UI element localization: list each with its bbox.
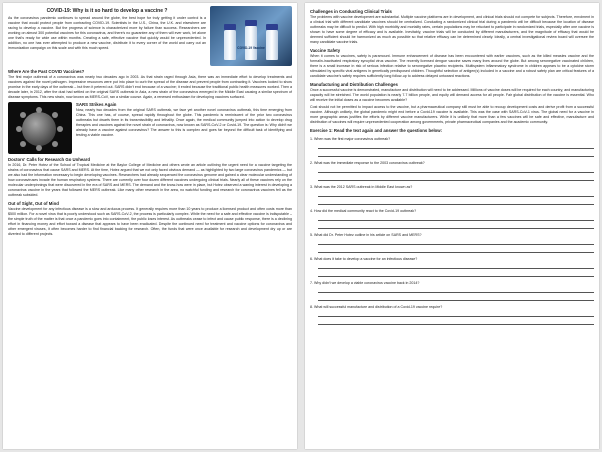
question-text: 3. What was the 2012 SARS outbreak in Middle East known as?	[310, 185, 413, 189]
answer-line[interactable]	[318, 294, 594, 301]
answer-line[interactable]	[318, 246, 594, 253]
answer-line[interactable]	[318, 198, 594, 205]
question-item	[310, 257, 594, 277]
answer-line[interactable]	[318, 174, 594, 181]
section-paragraph: Vaccine development for any infectious disease is a slow and arduous process. It generally requires more than 10 years to produce a licensed product and often costs more than $500 million. For a novel virus that is poorly understood such as SARS-CoV-2, the process is particularly complex. While the need for a safe and effective vaccine is indisputable – the simple truth of the matter is that once a pandemic goes into containment, the public loses interest. As outbreaks cease to infect and cause public response, there is a declining effort in financing money and effort toward a disease that appears to have been eradicated. Despite the continued need for treatment and vaccine options for coronavirus and other emergent viruses, it often becomes harder to find financial backing for research. Often, the funds that were once available for research and development dry up or are diverted to different projects.	[8, 207, 292, 236]
question-item	[310, 137, 594, 157]
worksheet-page-1	[3, 3, 297, 449]
answer-line[interactable]	[318, 214, 594, 221]
section-paragraph: Cost should not be permitted to impact access to the vaccine, but a pharmaceutical company still must be able to recoup development costs and derive profit from a successful vaccine. Although unlikely, the global pandemic might end before a Covid-19 vaccine is available. This was the case with SARS-CoV-1 virus. The global need for a vaccine in more geographic areas justifies the efforts by different vaccine manufacturers. While it is unlikely that more than a few vaccines will be safe and effective, manufacture and distribution of vaccines will require unprecedented cooperation among governments, private pharmaceutical companies and the academic community.	[310, 105, 594, 124]
question-text: 4. How did the medical community react to the Covid-19 outbreak?	[310, 209, 417, 213]
section-heading: Where Are the Past COVID Vaccines?	[8, 69, 85, 74]
answer-line[interactable]	[318, 166, 594, 173]
section-heading: Out of Sight, Out of Mind	[8, 201, 59, 206]
answer-line[interactable]	[318, 270, 594, 277]
sars-block	[8, 102, 292, 154]
answer-line[interactable]	[318, 238, 594, 245]
question-text: 2. What was the immediate response to the 2003 coronavirus outbreak?	[310, 161, 425, 165]
section-heading: Vaccine Safety	[310, 48, 341, 53]
question-text: 7. Why didn't we develop a viable coronavirus vaccine back in 2014?	[310, 281, 420, 285]
answer-line[interactable]	[318, 262, 594, 269]
answer-line[interactable]	[318, 286, 594, 293]
exercise-heading: Exercise 1: Read the text again and answer the questions below:	[310, 128, 443, 133]
vaccine-vials-image	[210, 6, 292, 66]
section-paragraph: The problems with vaccine development are substantial. Multiple vaccine platforms are in development, and clinical trials should not compete for subjects. Therefore, enrolment in a clinical trial with different candidate vaccines should be centralized. Conducting a randomized clinical trial during a pandemic will be difficult because the location of disease outbreaks may be difficult to predict. With high morbidity and mortality rates, certain populations may be reluctant to participate in randomized trials, especially after one vaccine is shown to have some degree of efficacy and is available. Inevitably, vaccine trials will be conducted by different manufacturers, and the magnitude of efficacy that would be deemed sufficient should be harmonized as much as possible so that relative efficacy can be determined clearly. Ideally, a central investigational review board will oversee the many candidate vaccine trials.	[310, 15, 594, 44]
answer-line[interactable]	[318, 142, 594, 149]
section-paragraph: Now, nearly two decades from the original SARS outbreak, we face yet another novel coronavirus outbreak, this time emerging from China. This one has, of course, spread rapidly throughout the globe. This pandemic is reminiscent of the prior two coronavirus outbreaks but dwarfs them in its transmissibility and lethality. Once again, the medical community jumped into action to develop drug therapies and vaccines against the novel strain of coronavirus, now known as SARS-CoV-2 or Covid-19. The question is: Why didn't we already have a vaccine against coronavirus? The answer to this is complex and goes far beyond the difficult task of identifying and testing a viable vaccine.	[76, 108, 292, 137]
question-item	[310, 233, 594, 253]
coronavirus-image	[8, 102, 72, 154]
section-paragraph: When it comes to vaccines, safety is paramount. Immune enhancement of disease has been encountered with earlier vaccines, such as the killed measles vaccine and the formalin-inactivated respiratory syncytial virus vaccine. The recently licensed dengue vaccine saves many lives around the globe. But among seronegative vaccinated children, there is a small increase in risk of serious infection relative to seronegative placebo recipients. Multisystem inflammatory syndrome in children appears to be a cytokine storm stimulated by specific viral antigens in genetically predisposed children. Thoughtful selection of antigen(s) included in a vaccine and a robust safety plan are critical features of a candidate vaccine's safety requires sufficiently long follow-up to address delayed untoward reactions.	[310, 54, 594, 78]
answer-line[interactable]	[318, 310, 594, 317]
question-item	[310, 305, 594, 325]
section-heading: Manufacturing and Distribution Challenges	[310, 82, 398, 87]
worksheet-page-2	[305, 3, 599, 449]
question-item	[310, 281, 594, 301]
question-item	[310, 209, 594, 229]
section-paragraph: In 2016, Dr. Peter Hotez of the School of Tropical Medicine at the Baylor College of Medicine and others wrote an article outlining the urgent need for a vaccine targeting the strains of coronavirus that cause SARS and MERS. At the time, Hotez argued that we not only faced obvious demand — as highlighted by two large coronavirus pandemics — but we also had the information necessary to begin developing vaccines. Researchers had already sequenced the coronavirus genome and gained a clear molecular understanding of how coronaviruses invade the human respiratory systems. There are currently over four dozen different vaccines undergoing clinical trials. Nearly all of these vaccines rely on the molecular underpinnings that were discovered in the era of SARS and MERS. The demand and the know-how were in place, but Hotez observed a waning interest in developing a coronavirus vaccine in the years that followed the MERS outbreak. Like many other research in the area, no watchful funding and research for coronavirus vaccines fell as the outbreak subsided.	[8, 163, 292, 197]
section-heading: Doctors' Calls for Research Go Unheard	[8, 157, 90, 162]
page-title: COVID-19: Why is it so hard to develop a vaccine ?	[46, 8, 168, 14]
question-item	[310, 161, 594, 181]
section-heading: SARS Strikes Again	[76, 102, 117, 107]
answer-line[interactable]	[318, 318, 594, 325]
section-paragraph: Once a successful vaccine is demonstrated, manufacture and distribution will need to be addressed. Millions of vaccine doses will be required for each country, and manufacturing capacity will be stretched. The world population is nearly 7.7 billion people, and equity will demand access for all people. Fair global distribution of the vaccine is essential. Who will receive the initial doses as a vaccine becomes available?	[310, 88, 594, 102]
answer-line[interactable]	[318, 150, 594, 157]
question-text: 6. What does it take to develop a vaccine for an infectious disease?	[310, 257, 418, 261]
question-text: 5. What did Dr. Peter Hotez outline in his article on SARS and MERS?	[310, 233, 422, 237]
answer-line[interactable]	[318, 222, 594, 229]
intro-paragraph: As the coronavirus pandemic continues to spread around the globe, the best hope for truly getting it under control is a vaccine that would protect people from contracting COVID-19. Scientists in the U.S., China, the U.K. and elsewhere are racing to develop a vaccine. But the progress of science is characterized more by failure than success. Researchers are working on almost 300 potential vaccines for this coronavirus, and there's no guarantee any of them will ever work, let alone one that's ready for wide use within months. Creating a safe, effective vaccine that quickly would be unprecedented. In addition, no one has ever attempted to produce a new vaccine, distribute it to every corner of the world and carry out an immunization campaign on this scale and with this much speed.	[8, 16, 206, 50]
question-item	[310, 185, 594, 205]
vaccine-vial-label: COVID-19 Vaccine	[237, 46, 265, 50]
answer-line[interactable]	[318, 190, 594, 197]
section-paragraph: The first major outbreak of a coronavirus was nearly two decades ago in 2003. As that strain raged through Asia, there was an immediate effort to develop treatments and vaccines against the novel pathogen. Impressive resources were put into place to curb the spread of the disease and prevent people from contracting it. Vaccines looked to show promise in the early days of the outbreak – but then it petered out. SARS didn't end because of a vaccine; it ended because the traditional public health measures worked. Then a decade later, in 2012, after the dust had settled on the original SARS outbreak in Asia, a new strain of the coronavirus emerged in the Middle East causing a similar spectrum of disease symptoms. This new strain, now known as MERS-CoV, ran a similar course. Again, a renewed enthusiasm for developing vaccines surfaced.	[8, 75, 292, 99]
question-text: 1. When was the first major coronavirus outbreak?	[310, 137, 391, 141]
intro-block	[8, 6, 292, 66]
question-text: 8. What will successful manufacture and distribution of a Covid-19 vaccine require?	[310, 305, 443, 309]
section-heading: Challenges in Conducting Clinical Trials	[310, 9, 392, 14]
questions-list	[310, 137, 594, 325]
